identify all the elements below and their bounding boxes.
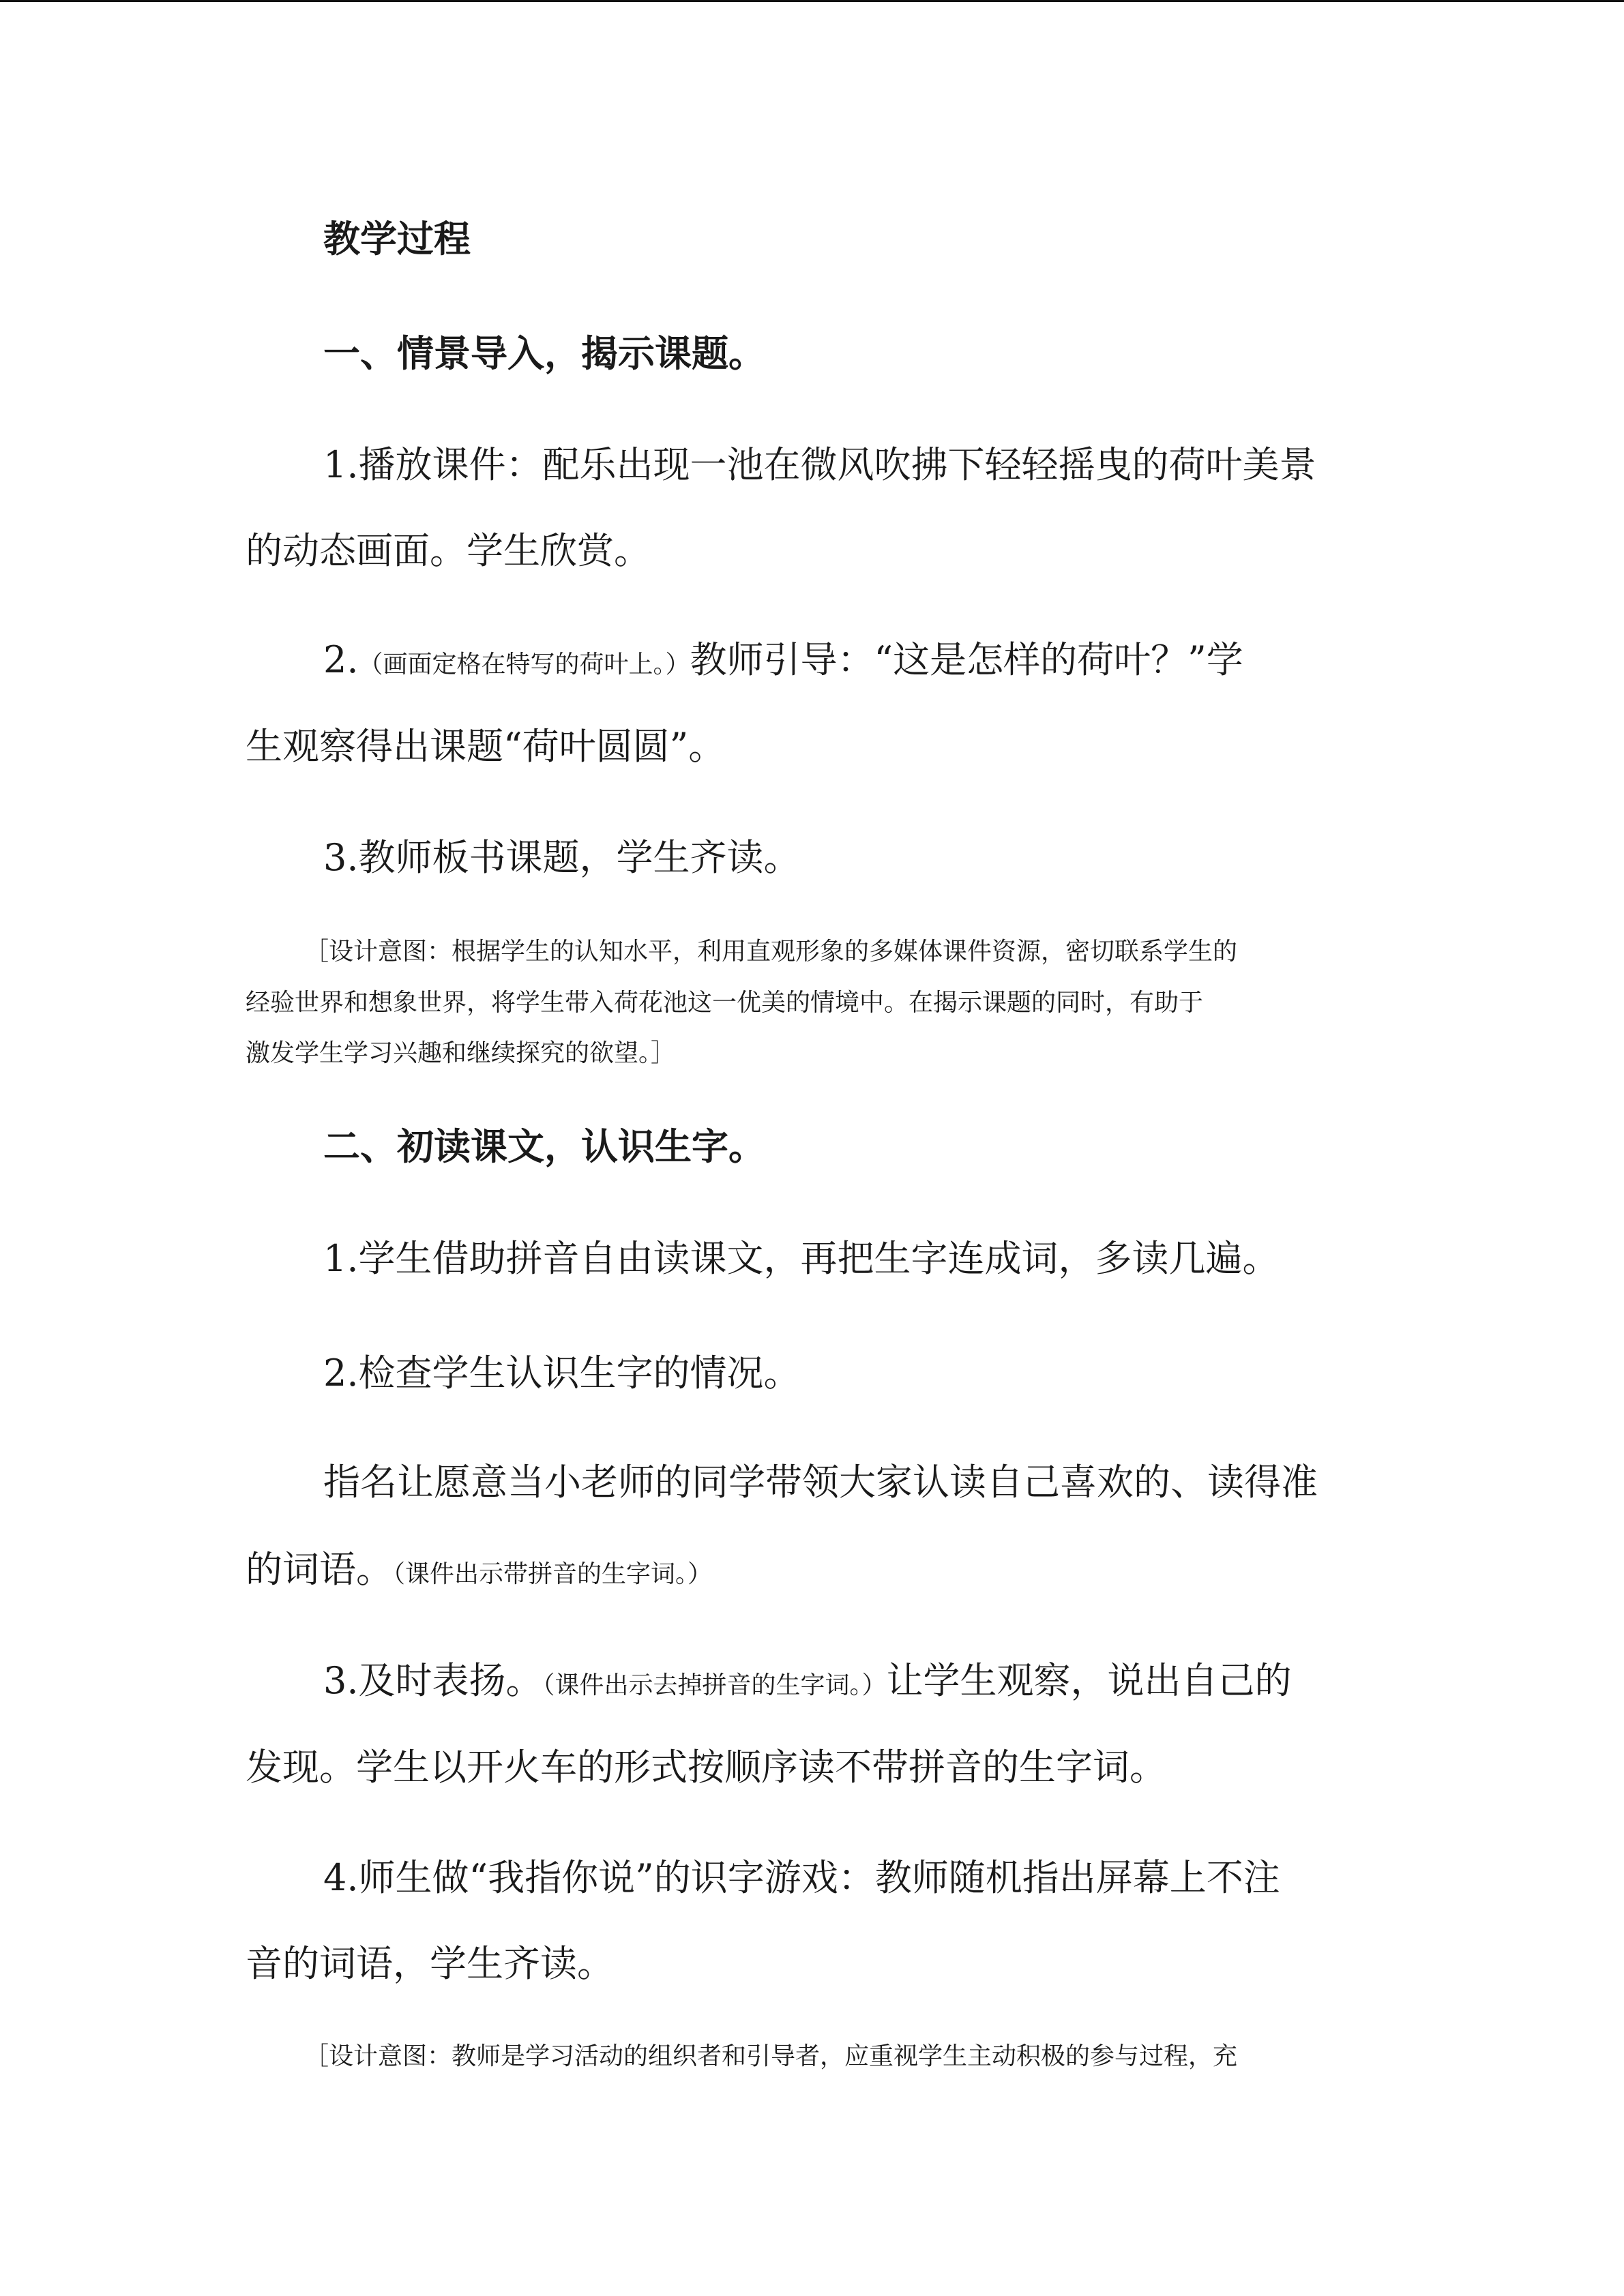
s1-p1-line2: 的动态画面。学生欣赏。 <box>246 529 651 572</box>
s1-p2-number: 2. <box>323 638 359 681</box>
s2-p5-line2: 音的词语，学生齐读。 <box>246 1942 614 1985</box>
document-title: 教学过程 <box>323 217 471 260</box>
s2-p5-line1: 4.师生做“我指你说”的识字游戏：教师随机指出屏幕上不注 <box>323 1856 1280 1899</box>
s2-p4-line1 <box>0 1654 1624 1713</box>
section-2-heading: 二、初读课文，认识生字。 <box>323 1124 765 1168</box>
s2-note-line1: ［设计意图：教师是学习活动的组织者和引导者，应重视学生主动积极的参与过程，充 <box>304 2042 1238 2070</box>
s1-p2-line2: 生观察得出课题“荷叶圆圆”。 <box>246 725 726 768</box>
s2-p1: 1.学生借助拼音自由读课文，再把生字连成词，多读几遍。 <box>323 1237 1280 1280</box>
s2-p4-main1: 3.及时表扬。 <box>323 1659 543 1702</box>
section-1-heading: 一、情景导入，揭示课题。 <box>323 331 765 375</box>
s2-p2: 2.检查学生认识生字的情况。 <box>323 1352 801 1395</box>
s2-p3-aside: （课件出示带拼音的生字词。） <box>393 1560 713 1588</box>
s1-note-line3: 激发学生学习兴趣和继续探究的欲望。］ <box>246 1039 676 1067</box>
s1-note-line2: 经验世界和想象世界，将学生带入荷花池这一优美的情境中。在揭示课题的同时，有助于 <box>246 989 1204 1017</box>
s2-p4-main2: 让学生观察，说出自己的 <box>886 1659 1292 1702</box>
s1-note-line1: ［设计意图：根据学生的认知水平，利用直观形象的多媒体课件资源，密切联系学生的 <box>304 938 1238 966</box>
s1-p2-aside: （画面定格在特写的荷叶上。） <box>358 651 690 679</box>
s1-p2-line1 <box>0 633 1624 692</box>
s2-p4-line2: 发现。学生以开火车的形式按顺序读不带拼音的生字词。 <box>246 1746 1166 1789</box>
s2-p3-line1: 指名让愿意当小老师的同学带领大家认读自己喜欢的、读得准 <box>323 1461 1318 1504</box>
s1-p1-line1: 1.播放课件：配乐出现一池在微风吹拂下轻轻摇曳的荷叶美景 <box>323 443 1316 486</box>
s1-p3: 3.教师板书课题，学生齐读。 <box>323 836 801 879</box>
s2-p4-aside: （课件出示去掉拼音的生字词。） <box>542 1671 887 1699</box>
s2-p3-line2 <box>0 1542 1624 1602</box>
s1-p2-rest: 教师引导：“这是怎样的荷叶？”学 <box>690 638 1243 681</box>
s2-p3-main: 的词语。 <box>246 1548 393 1591</box>
